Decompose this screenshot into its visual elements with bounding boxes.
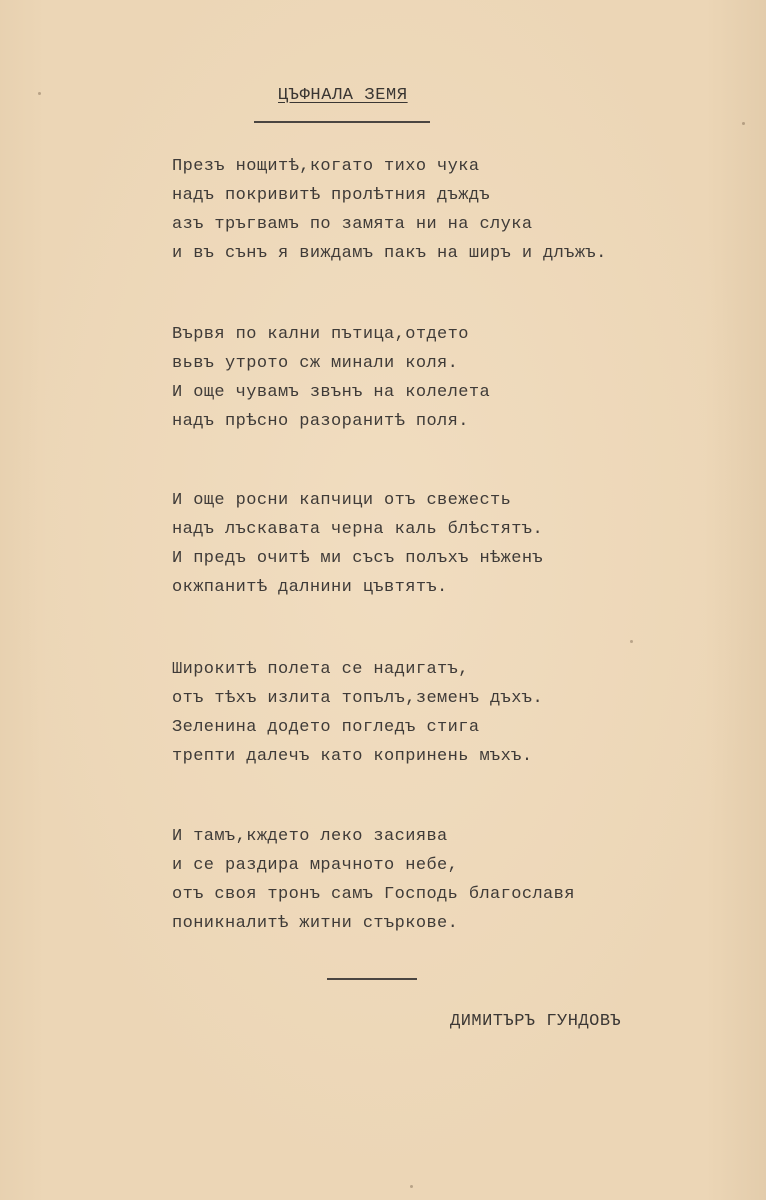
- poem-title: ЦЪФНАЛА ЗЕМЯ: [278, 86, 408, 105]
- poem-line: И още чувамъ звънъ на колелета: [172, 383, 491, 402]
- stanza-2: [172, 320, 490, 436]
- poem-line: И предъ очитѣ ми съсъ полъхъ нѣженъ: [172, 549, 544, 568]
- poem-line: и въ сънъ я виждамъ пакъ на ширъ и длъжъ.: [172, 244, 607, 263]
- stanza-4: [172, 655, 543, 771]
- poem-line: И още росни капчици отъ свежесть: [172, 491, 512, 510]
- stanza-1: [172, 152, 607, 268]
- poem-line: поникналитѣ житни стъркове.: [172, 914, 459, 933]
- paper-speck: [410, 1185, 413, 1188]
- poem-line: трепти далечъ като копринень мъхъ.: [172, 747, 533, 766]
- poem-line: и се раздира мрачното небе,: [172, 856, 459, 875]
- poem-line: надъ прѣсно разоранитѣ поля.: [172, 412, 469, 431]
- poem-line: отъ тѣхъ излита топълъ,земенъ дъхъ.: [172, 689, 544, 708]
- poem-line: Презъ нощитѣ,когато тихо чука: [172, 157, 480, 176]
- poem-line: вьвъ утрото сж минали коля.: [172, 354, 459, 373]
- poem-line: надъ лъскавата черна каль блѣстятъ.: [172, 520, 544, 539]
- stanza-3: [172, 486, 543, 602]
- poem-line: Вървя по кални пътица,отдето: [172, 325, 469, 344]
- author-signature: ДИМИТЪРЪ ГУНДОВЪ: [450, 1012, 622, 1031]
- closing-rule: [327, 978, 417, 980]
- title-underline-rule: [254, 121, 430, 123]
- poem-line: отъ своя тронъ самъ Господь благославя: [172, 885, 575, 904]
- poem-line: И тамъ,кждето леко засиява: [172, 827, 448, 846]
- paper-speck: [742, 122, 745, 125]
- poem-line: окжпанитѣ далнини цъвтятъ.: [172, 578, 448, 597]
- stanza-5: [172, 822, 575, 938]
- poem-line: азъ тръгвамъ по замята ни на слука: [172, 215, 533, 234]
- poem-line: Зеленина додето погледъ стига: [172, 718, 480, 737]
- paper-speck: [38, 92, 41, 95]
- poem-line: Широкитѣ полета се надигатъ,: [172, 660, 469, 679]
- paper-speck: [630, 640, 633, 643]
- poem-line: надъ покривитѣ пролѣтния дъждъ: [172, 186, 491, 205]
